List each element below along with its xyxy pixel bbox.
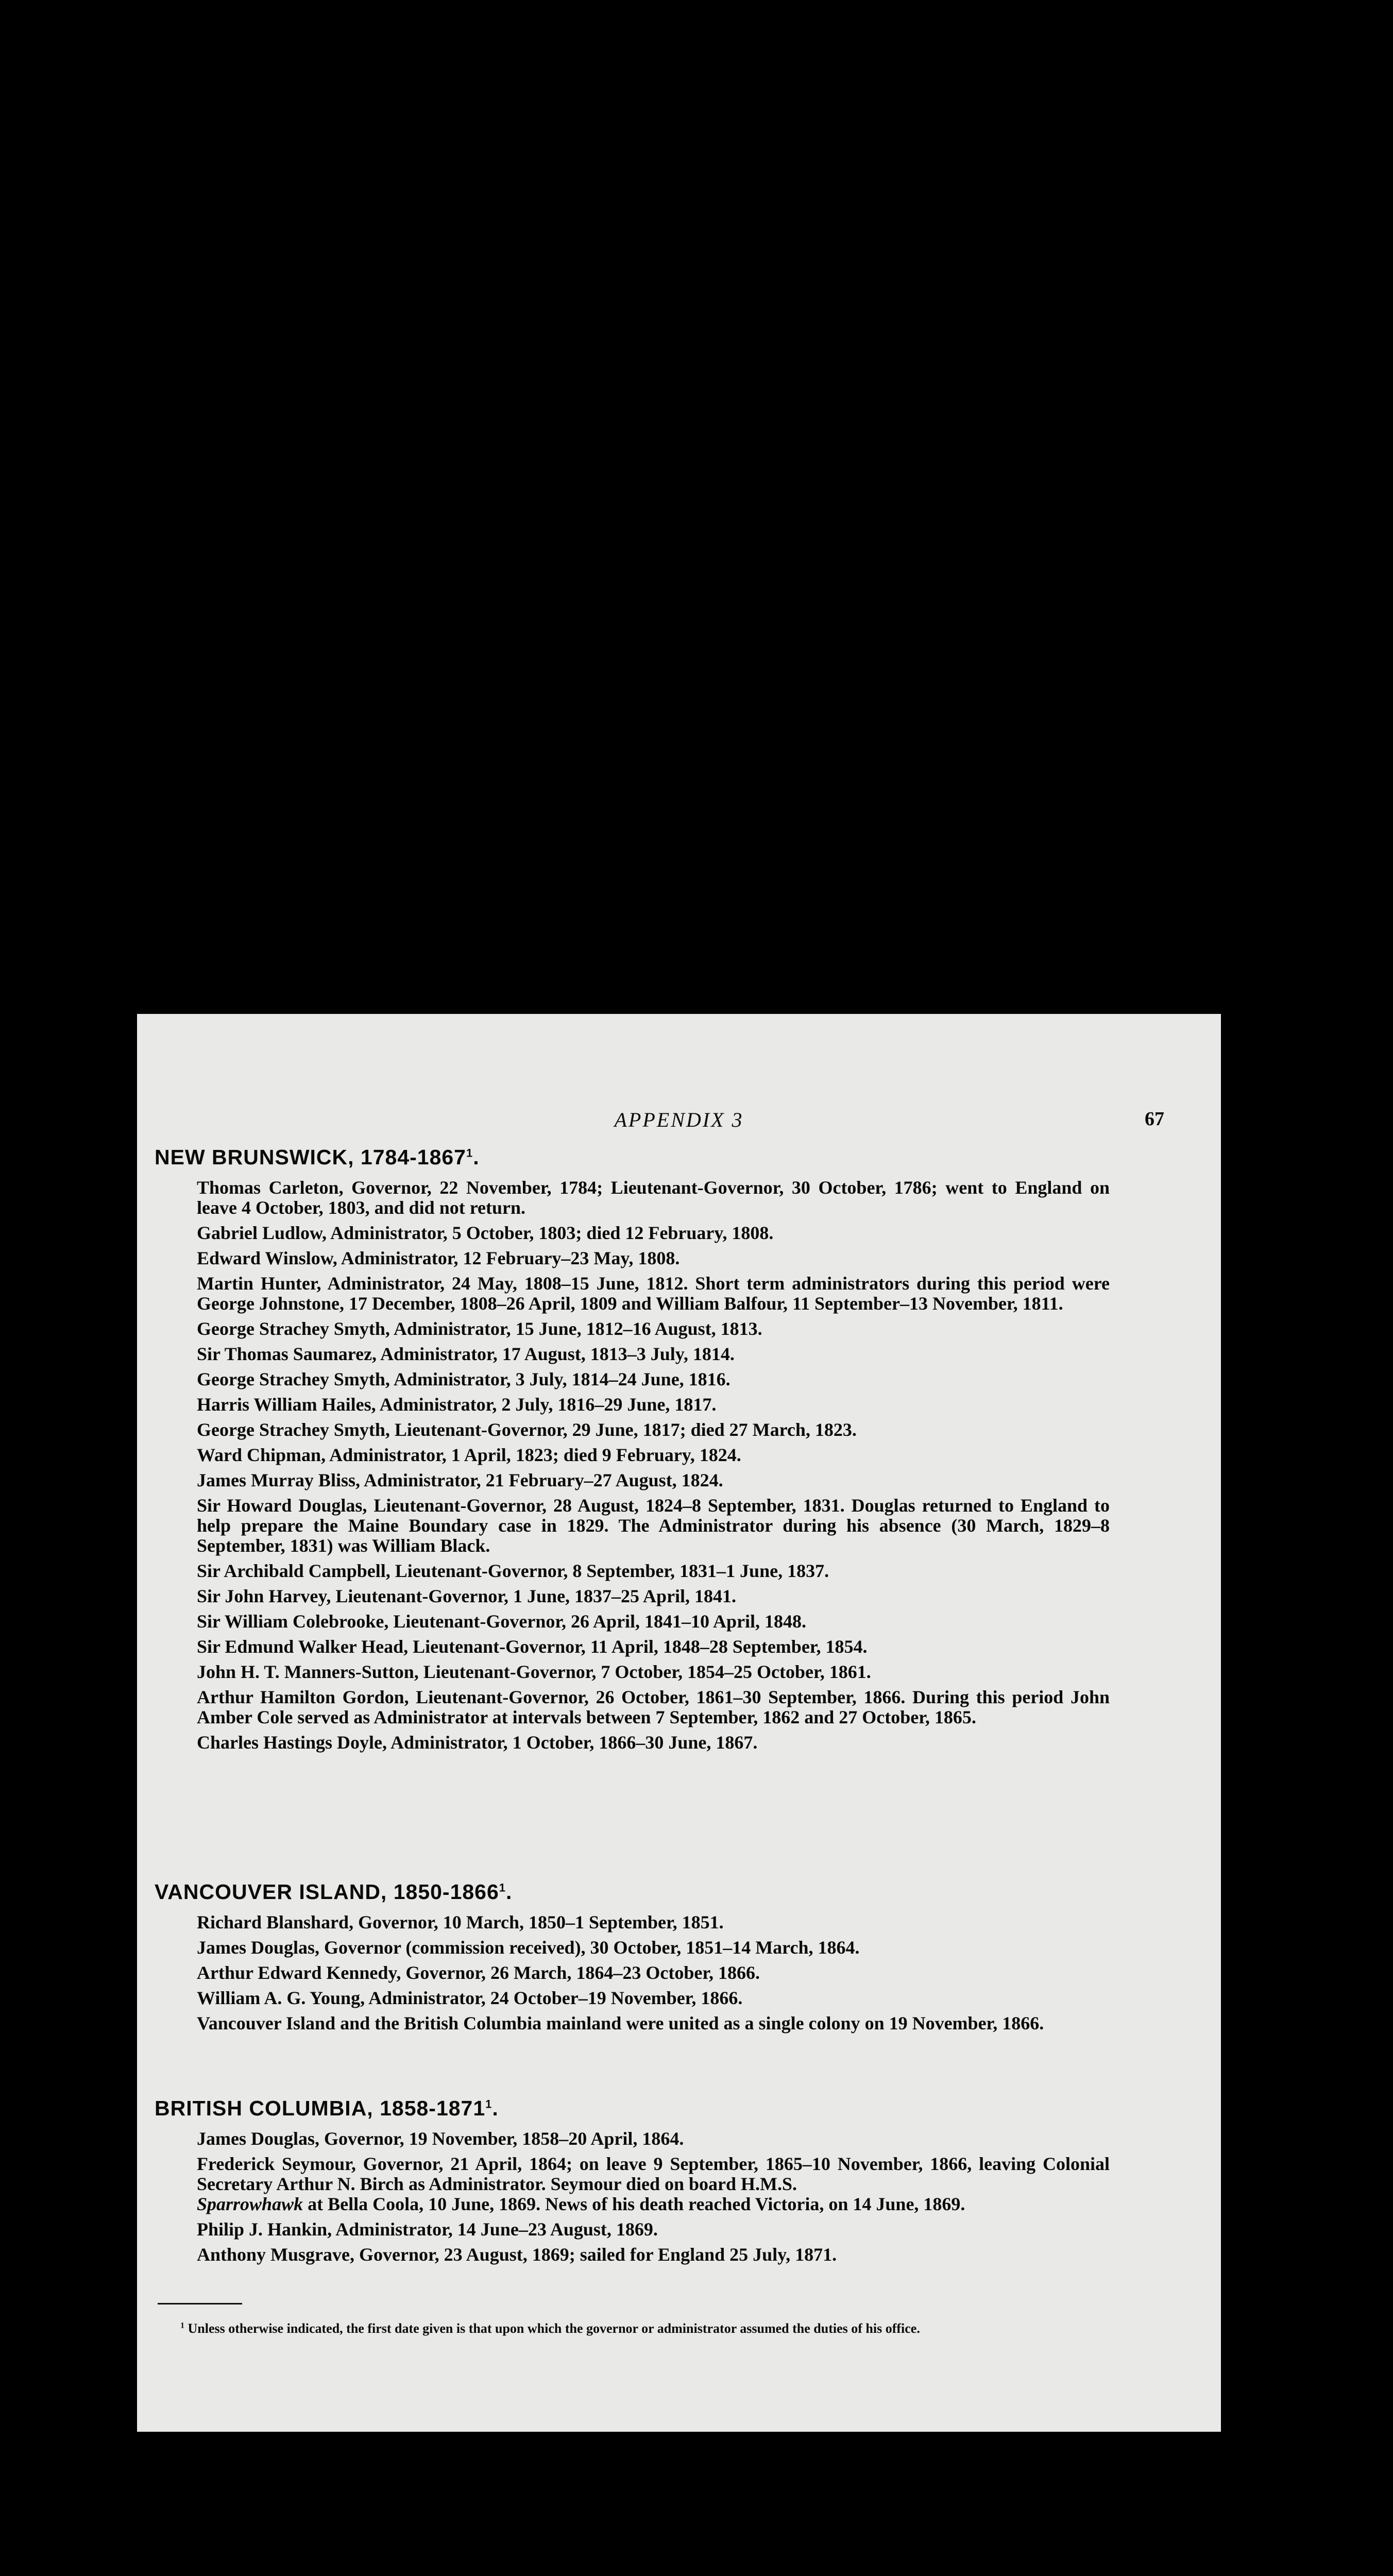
footnote	[158, 2320, 1193, 2337]
entry: Anthony Musgrave, Governor, 23 August, 1869; sailed for England 25 July, 1871.	[197, 2244, 837, 2265]
footnote-marker: 1	[485, 2097, 492, 2111]
entry: George Strachey Smyth, Lieutenant-Governor, 29 June, 1817; died 27 March, 1823.	[197, 1419, 857, 1440]
footnote-marker: 1	[466, 1146, 473, 1160]
entry: John H. T. Manners-Sutton, Lieutenant-Governor, 7 October, 1854–25 October, 1861.	[197, 1662, 871, 1682]
entry: Martin Hunter, Administrator, 24 May, 1808–15 June, 1812. Short term administrators during this period were George Johnstone, 17 December, 1808–26 April, 1809 and William Balfour, 11 September–13 November, 1811.	[197, 1273, 1110, 1314]
entry: Ward Chipman, Administrator, 1 April, 1823; died 9 February, 1824.	[197, 1445, 741, 1465]
document-page	[137, 1014, 1221, 2432]
entry: Philip J. Hankin, Administrator, 14 June–23 August, 1869.	[197, 2219, 658, 2240]
entry: James Douglas, Governor (commission received), 30 October, 1851–14 March, 1864.	[197, 1937, 860, 1958]
section-new-brunswick	[155, 1144, 1205, 1758]
footnote-marker: 1	[180, 2321, 184, 2330]
ship-name: Sparrowhawk	[197, 2194, 303, 2214]
section-vancouver-island	[155, 1878, 1205, 2039]
entry: Arthur Hamilton Gordon, Lieutenant-Governor, 26 October, 1861–30 September, 1866. During this period John Amber Cole served as Administrator at intervals between 7 September, 1862 and 27 October, 1865.	[197, 1687, 1110, 1727]
entry: Sir Edmund Walker Head, Lieutenant-Governor, 11 April, 1848–28 September, 1854.	[197, 1636, 868, 1657]
entry-continuation	[197, 2194, 1110, 2214]
entry: Sir Thomas Saumarez, Administrator, 17 August, 1813–3 July, 1814.	[197, 1344, 735, 1364]
entry: Sir Howard Douglas, Lieutenant-Governor, 28 August, 1824–8 September, 1831. Douglas returned to England to help prepare the Maine Boundary case in 1829. The Administrator during his absence (30 March, 1829–8 September, 1831) was William Black.	[197, 1495, 1110, 1556]
entry: Charles Hastings Doyle, Administrator, 1 October, 1866–30 June, 1867.	[197, 1732, 758, 1753]
entry: Frederick Seymour, Governor, 21 April, 1864; on leave 9 September, 1865–10 November, 1866, leaving Colonial Secretary Arthur N. Birch as Administrator. Seymour died on board H.M.S.	[197, 2154, 1110, 2194]
entry: James Murray Bliss, Administrator, 21 February–27 August, 1824.	[197, 1470, 723, 1490]
entry: Sir John Harvey, Lieutenant-Governor, 1 June, 1837–25 April, 1841.	[197, 1586, 737, 1606]
page-number: 67	[1145, 1108, 1164, 1130]
footnote-rule	[158, 2303, 242, 2304]
heading-period: .	[473, 1145, 480, 1169]
footnote-marker: 1	[499, 1881, 506, 1894]
section-heading	[155, 2095, 1205, 2122]
heading-period: .	[492, 2096, 499, 2120]
section-heading	[155, 1878, 1205, 1905]
section-heading-text: NEW BRUNSWICK, 1784-1867	[155, 1145, 466, 1169]
entry: Harris William Hailes, Administrator, 2 July, 1816–29 June, 1817.	[197, 1394, 717, 1415]
running-head	[137, 1108, 1221, 1134]
heading-period: .	[506, 1880, 513, 1904]
section-british-columbia	[155, 2095, 1205, 2270]
entry: Thomas Carleton, Governor, 22 November, 1784; Lieutenant-Governor, 30 October, 1786; went to England on leave 4 October, 1803, and did not return.	[197, 1177, 1110, 1218]
entry: Gabriel Ludlow, Administrator, 5 October, 1803; died 12 February, 1808.	[197, 1223, 774, 1243]
footnote-text: Unless otherwise indicated, the first date given is that upon which the governor or administrator assumed the duties of his office.	[188, 2321, 920, 2336]
entry: James Douglas, Governor, 19 November, 1858–20 April, 1864.	[197, 2128, 684, 2149]
entry: Edward Winslow, Administrator, 12 February–23 May, 1808.	[197, 1248, 680, 1268]
entry: Vancouver Island and the British Columbia mainland were united as a single colony on 19 November, 1866.	[197, 2013, 1044, 2033]
entry: George Strachey Smyth, Administrator, 15 June, 1812–16 August, 1813.	[197, 1318, 762, 1339]
running-title: APPENDIX 3	[614, 1108, 744, 1131]
entry: William A. G. Young, Administrator, 24 October–19 November, 1866.	[197, 1988, 743, 2008]
entry: George Strachey Smyth, Administrator, 3 July, 1814–24 June, 1816.	[197, 1369, 731, 1389]
entry: Arthur Edward Kennedy, Governor, 26 March, 1864–23 October, 1866.	[197, 1962, 760, 1983]
entry: Richard Blanshard, Governor, 10 March, 1850–1 September, 1851.	[197, 1912, 724, 1933]
section-heading-text: VANCOUVER ISLAND, 1850-1866	[155, 1880, 499, 1904]
entry-continuation-text: at Bella Coola, 10 June, 1869. News of his death reached Victoria, on 14 June, 1869.	[303, 2194, 965, 2214]
entry: Sir Archibald Campbell, Lieutenant-Governor, 8 September, 1831–1 June, 1837.	[197, 1561, 829, 1581]
section-heading-text: BRITISH COLUMBIA, 1858-1871	[155, 2096, 486, 2120]
section-heading	[155, 1144, 1205, 1171]
entry: Sir William Colebrooke, Lieutenant-Governor, 26 April, 1841–10 April, 1848.	[197, 1611, 807, 1632]
